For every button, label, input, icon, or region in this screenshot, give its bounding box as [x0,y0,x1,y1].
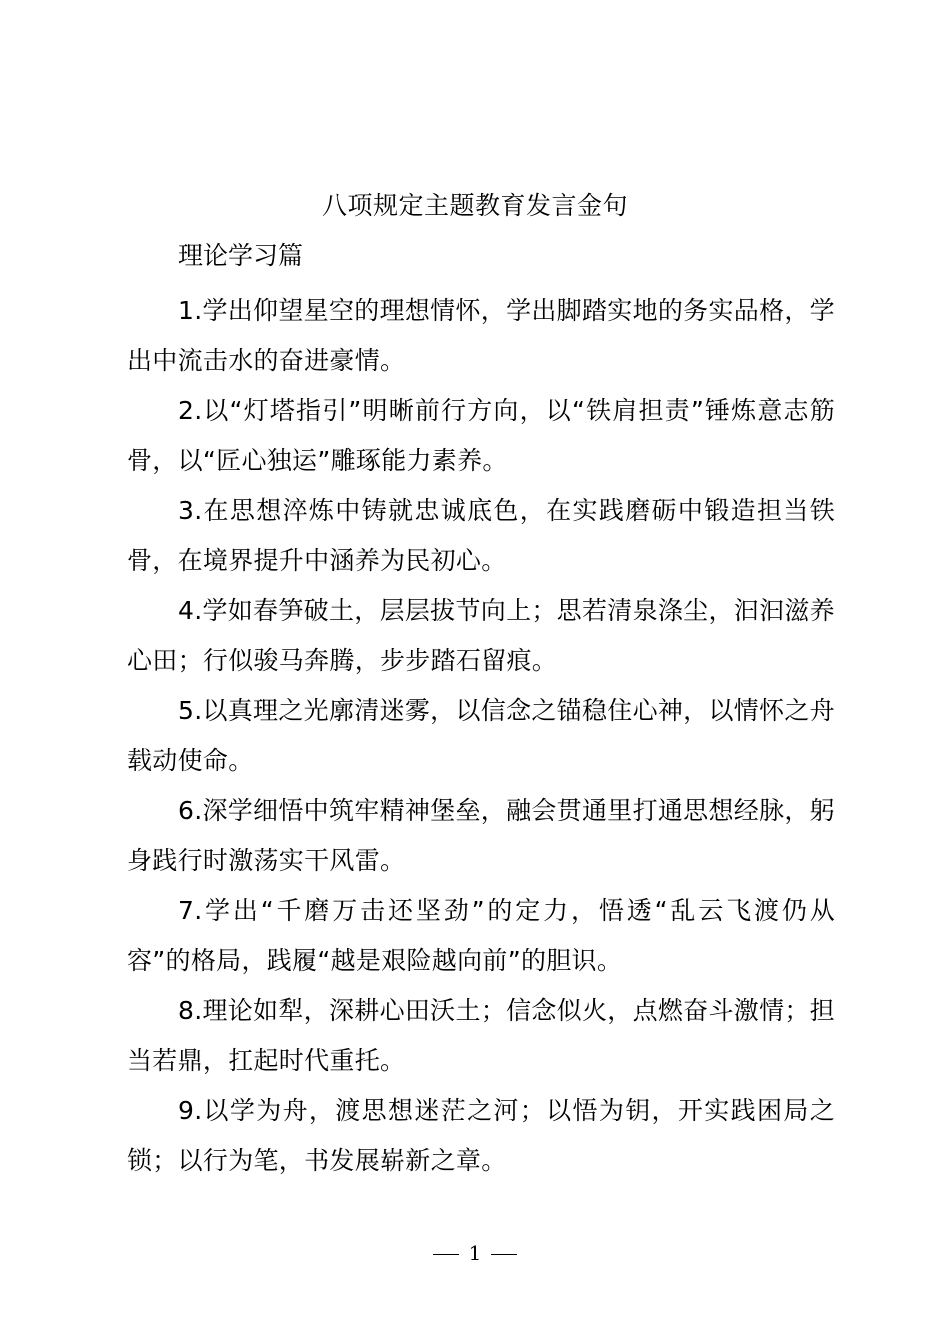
footer-dash-left [433,1254,459,1255]
paragraph: 6.深学细悟中筑牢精神堡垒，融会贯通里打通思想经脉，躬身践行时激荡实干风雷。 [127,796,835,875]
paragraph: 1.学出仰望星空的理想情怀，学出脚踏实地的务实品格，学出中流击水的奋进豪情。 [127,296,835,375]
paragraph: 7.学出“千磨万击还坚劲”的定力，悟透“乱云飞渡仍从容”的格局，践履“越是艰险越向前”的胆识。 [127,896,835,975]
paragraph: 3.在思想淬炼中铸就忠诚底色，在实践磨砺中锻造担当铁骨，在境界提升中涵养为民初心。 [127,496,835,575]
paragraph: 8.理论如犁，深耕心田沃土；信念似火，点燃奋斗激情；担当若鼎，扛起时代重托。 [127,996,835,1075]
paragraph: 4.学如春笋破土，层层拔节向上；思若清泉涤尘，汩汩滋养心田；行似骏马奔腾，步步踏石留痕。 [127,596,835,675]
section-heading: 理论学习篇 [178,241,304,270]
document-title: 八项规定主题教育发言金句 [321,191,628,220]
page-footer [0,1238,950,1268]
paragraph: 5.以真理之光廓清迷雾，以信念之锚稳住心神，以情怀之舟载动使命。 [127,696,835,775]
footer-dash-right [491,1254,517,1255]
document-body [127,286,835,1186]
paragraph: 2.以“灯塔指引”明晰前行方向，以“铁肩担责”锤炼意志筋骨，以“匠心独运”雕琢能力素养。 [127,396,835,475]
page-number: 1 [468,1241,482,1265]
paragraph: 9.以学为舟，渡思想迷茫之河；以悟为钥，开实践困局之锁；以行为笔，书发展崭新之章。 [127,1096,835,1175]
